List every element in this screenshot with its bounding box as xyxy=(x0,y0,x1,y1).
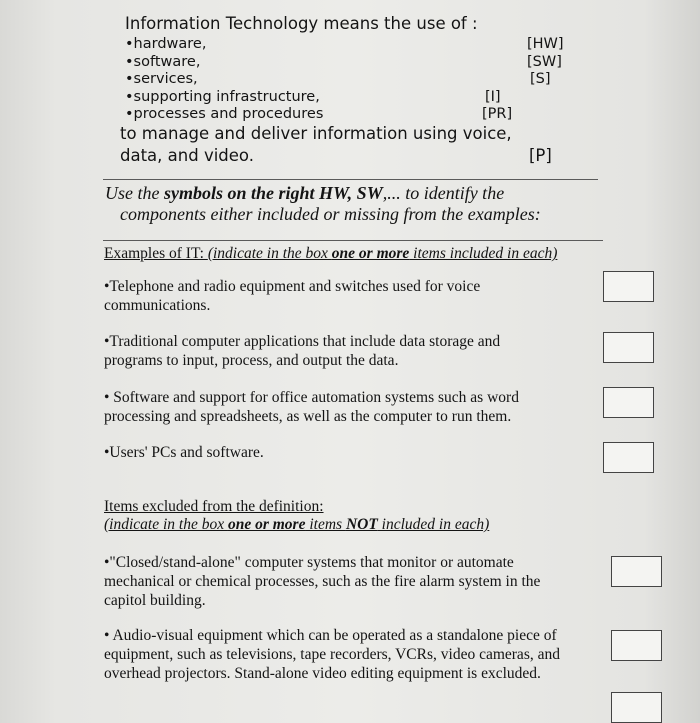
excluded-answer-box-2[interactable] xyxy=(611,630,662,661)
excluded-heading: Items excluded from the definition: xyxy=(104,498,324,515)
example-item-telephone: •Telephone and radio equipment and switches used for voice communications. xyxy=(104,278,481,314)
excluded-sub-a: (indicate in the box xyxy=(104,516,228,533)
definition-tail-line1: to manage and deliver information using voice, xyxy=(120,124,512,143)
bullet-services: •services, xyxy=(125,71,198,87)
example-item-traditional: •Traditional computer applications that include data storage and programs to input, process, and output the data. xyxy=(104,333,501,369)
example-answer-box-3[interactable] xyxy=(603,387,654,418)
examples-heading-d: items included in each) xyxy=(409,245,558,262)
definition-tail-line2: data, and video. xyxy=(120,146,254,165)
symbol-hw: [HW] xyxy=(527,36,564,52)
examples-heading-c: one or more xyxy=(331,245,410,262)
example-item-users-pcs: •Users' PCs and software. xyxy=(104,444,264,461)
bullet-software: •software, xyxy=(125,54,201,70)
excluded-sub-d: NOT xyxy=(345,516,378,533)
bullet-hardware: •hardware, xyxy=(125,36,207,52)
example-answer-box-4[interactable] xyxy=(603,442,654,473)
excluded-answer-box-1[interactable] xyxy=(611,556,662,587)
excluded-item-closed-systems: •"Closed/stand-alone" computer systems that monitor or automate mechanical or chemical processes, such as the fire alarm system in the capitol building. xyxy=(104,554,541,609)
excluded-sub-b: one or more xyxy=(227,516,306,533)
excluded-answer-box-3[interactable] xyxy=(611,692,662,723)
instructions-line1-c: ,... to identify the xyxy=(382,183,505,203)
symbol-pr: [PR] xyxy=(482,106,513,122)
instructions-line1-b: symbols on the right HW, SW xyxy=(163,183,383,203)
examples-heading xyxy=(104,245,557,263)
excluded-sub-e: included in each) xyxy=(377,516,490,533)
examples-heading-a: Examples of IT: xyxy=(104,245,208,262)
divider-middle xyxy=(103,240,603,241)
bullet-processes: •processes and procedures xyxy=(125,106,324,122)
bullet-infrastructure: •supporting infrastructure, xyxy=(125,89,320,105)
symbol-i: [I] xyxy=(485,89,501,105)
excluded-item-audio-visual: • Audio-visual equipment which can be operated as a standalone piece of equipment, such as televisions, tape recorders, VCRs, video cameras, and overhead projectors. Stand-alone video editing equipment is excluded. xyxy=(104,627,560,682)
symbol-s: [S] xyxy=(530,71,551,87)
example-answer-box-2[interactable] xyxy=(603,332,654,363)
definition-title: Information Technology means the use of : xyxy=(125,14,478,33)
instructions-line1-a: Use the xyxy=(105,183,164,203)
excluded-sub-c: items xyxy=(305,516,346,533)
example-answer-box-1[interactable] xyxy=(603,271,654,302)
examples-heading-b: (indicate in the box xyxy=(207,245,332,262)
example-item-software-support: • Software and support for office automation systems such as word processing and spreadsheets, as well as the computer to run them. xyxy=(104,389,519,425)
symbol-sw: [SW] xyxy=(527,54,562,70)
divider-top xyxy=(103,179,598,180)
excluded-subheading xyxy=(104,516,489,534)
symbol-p: [P] xyxy=(529,146,552,165)
instructions xyxy=(105,183,541,225)
instructions-line2: components either included or missing from the examples: xyxy=(120,204,541,224)
